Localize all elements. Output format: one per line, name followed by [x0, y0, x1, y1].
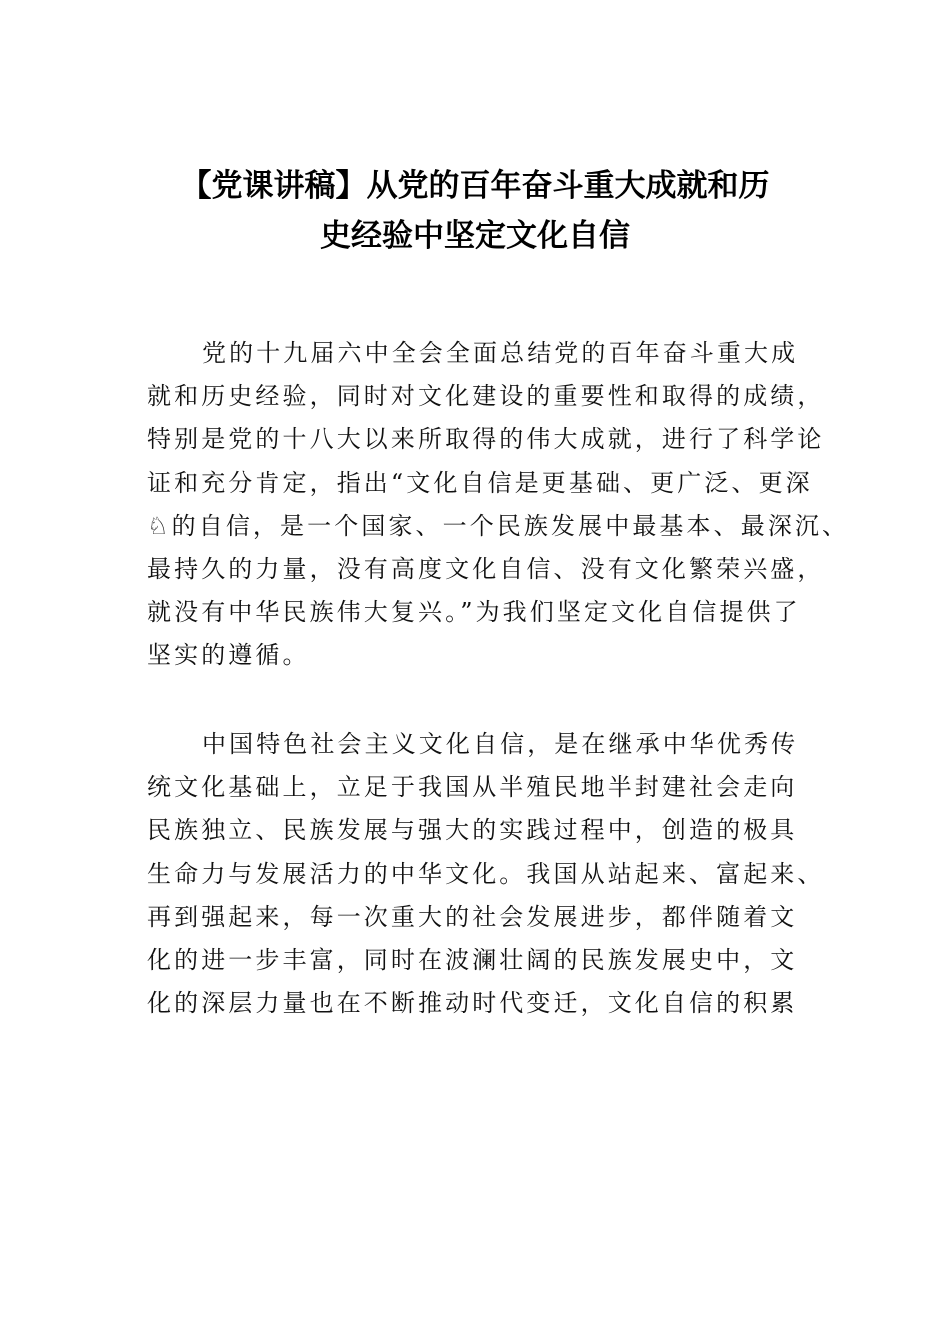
text-line: ♘的自信，是一个国家、一个民族发展中最基本、最深沉、 — [147, 511, 850, 540]
text-line: 党的十九届六中全会全面总结党的百年奋斗重大成 — [202, 339, 799, 367]
text-line: 最持久的力量，没有高度文化自信、没有文化繁荣兴盛， — [147, 554, 825, 583]
text-line: 再到强起来，每一次重大的社会发展进步，都伴随着文 — [147, 902, 798, 931]
text-line: 就和历史经验，同时对文化建设的重要性和取得的成绩， — [147, 382, 825, 411]
text-line: 统文化基础上，立足于我国从半殖民地半封建社会走向 — [147, 773, 798, 802]
paragraph-1 — [147, 332, 850, 678]
paragraph-2 — [147, 723, 847, 1025]
text-line: 化的深层力量也在不断推动时代变迁，文化自信的积累 — [147, 989, 798, 1018]
text-line: 坚实的遵循。 — [147, 641, 310, 670]
text-line: 民族独立、民族发展与强大的实践过程中，创造的极具 — [147, 816, 798, 845]
title-line: 史经验中坚定文化自信 — [320, 218, 630, 254]
text-line: 就没有中华民族伟大复兴。”为我们坚定文化自信提供了 — [147, 598, 801, 627]
text-line: 证和充分肯定，指出“文化自信是更基础、更广泛、更深 — [147, 468, 813, 497]
text-line: 生命力与发展活力的中华文化。我国从站起来、富起来、 — [147, 859, 825, 888]
text-line: 特别是党的十八大以来所取得的伟大成就，进行了科学论 — [147, 425, 825, 454]
text-line: 化的进一步丰富，同时在波澜壮阔的民族发展史中，文 — [147, 945, 798, 974]
text-line: 中国特色社会主义文化自信，是在继承中华优秀传 — [202, 730, 799, 758]
title-line: 【党课讲稿】从党的百年奋斗重大成就和历 — [180, 168, 770, 204]
